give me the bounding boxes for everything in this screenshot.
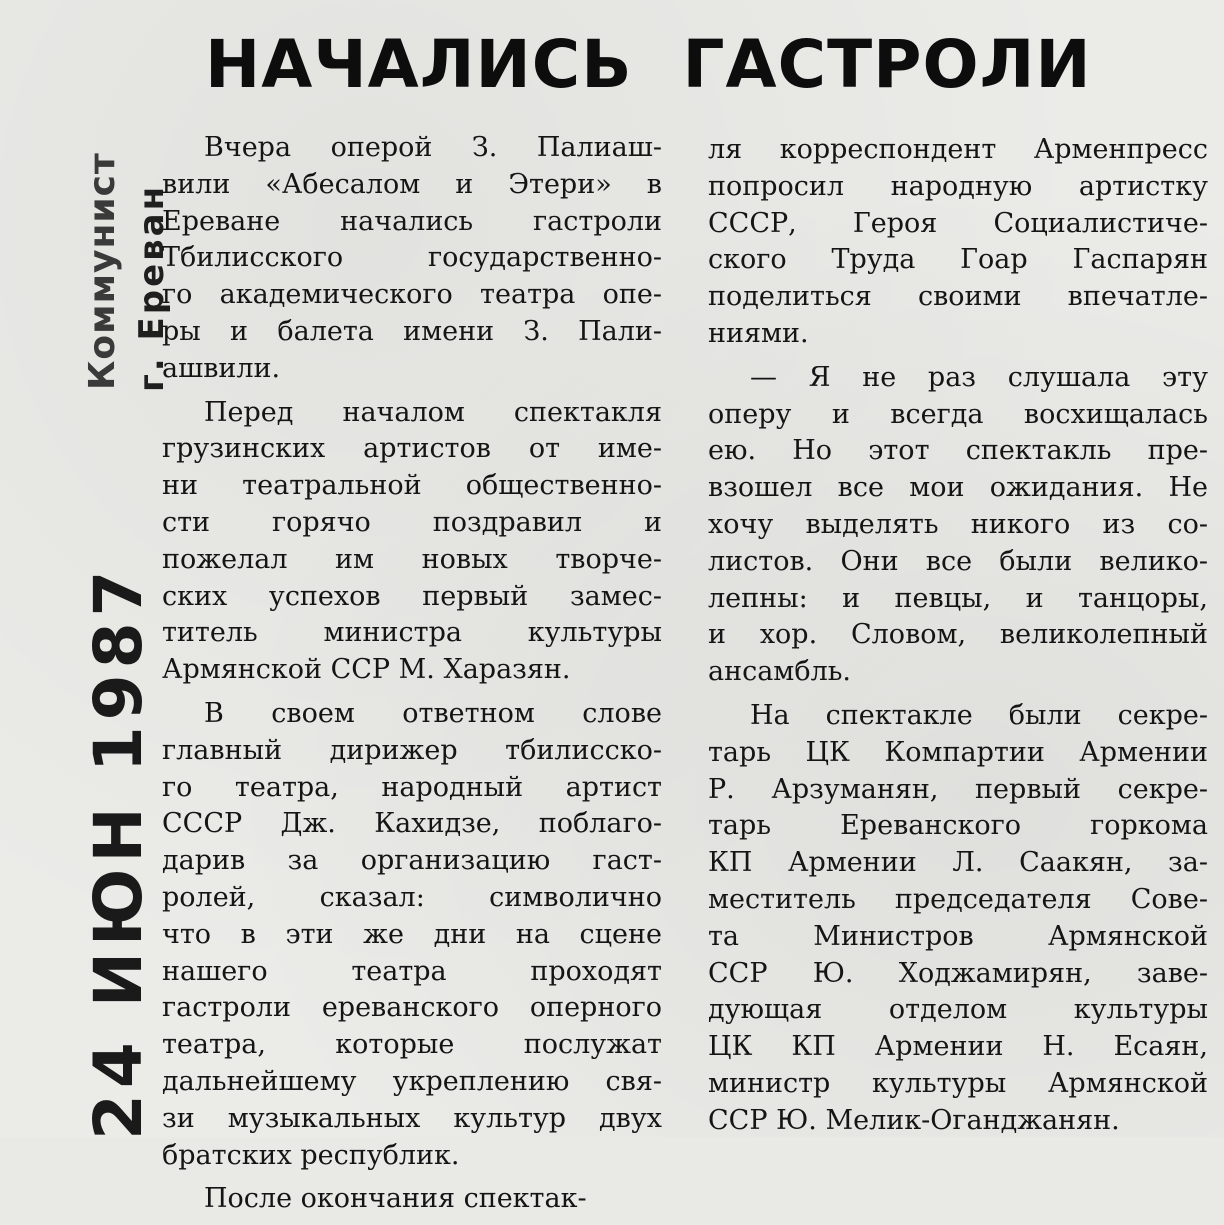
text-line: ры и балета имени З. Пали- <box>162 315 662 347</box>
text-line: что в эти же дни на сцене <box>162 918 662 950</box>
text-line: поделиться своими впечатле- <box>708 281 1208 313</box>
text-line: нашего театра проходят <box>162 955 662 987</box>
text-line: лепны: и певцы, и танцоры, <box>708 582 1208 614</box>
text-line: Ереване начались гастроли <box>162 205 662 237</box>
text-line: вили «Абесалом и Этери» в <box>162 168 662 200</box>
text-line: ССР Ю. Ходжамирян, заве- <box>708 957 1208 989</box>
text-line: дальнейшему укреплению свя- <box>162 1065 662 1097</box>
text-line: ССР Ю. Мелик-Оганджанян. <box>708 1104 1120 1136</box>
text-line: ЦК КП Армении Н. Есаян, <box>708 1031 1208 1063</box>
article-column-left <box>162 130 662 1225</box>
text-line: попросил народную артистку <box>708 170 1208 202</box>
text-line: главный дирижер тбилисско- <box>162 734 662 766</box>
text-line: Перед началом спектакля <box>204 396 662 428</box>
text-line: зи музыкальных культур двух <box>162 1102 662 1134</box>
text-line: ля корреспондент Арменпресс <box>708 134 1208 165</box>
paragraph <box>708 360 1208 691</box>
text-line: Р. Арзуманян, первый секре- <box>708 773 1208 805</box>
text-line: Вчера оперой З. Палиаш- <box>204 132 662 163</box>
text-line: Армянской ССР М. Харазян. <box>162 654 571 686</box>
text-line: го театра, народный артист <box>162 771 662 803</box>
text-line: пожелал им новых творче- <box>162 543 662 575</box>
text-line: тарь ЦК Компартии Армении <box>708 736 1208 768</box>
text-line: СССР Дж. Кахидзе, поблаго- <box>162 808 662 840</box>
stamp-city: г. Ереван <box>132 183 172 392</box>
stamp-date: 24 ИЮН 1987 <box>80 564 157 1140</box>
text-line: ниями. <box>708 317 809 349</box>
text-line: гастроли ереванского оперного <box>162 992 662 1024</box>
text-line: ашвили. <box>162 352 281 384</box>
stamp-newspaper-name: Коммунист <box>82 152 123 390</box>
text-line: сти горячо поздравил и <box>162 506 662 538</box>
text-line: дующая отделом культуры <box>708 994 1208 1026</box>
text-line: — Я не раз слушала эту <box>750 361 1208 393</box>
text-line: го академического театра опе- <box>162 279 662 311</box>
text-line: титель министра культуры <box>162 617 662 649</box>
text-line: После окончания спектак- <box>204 1183 587 1215</box>
paragraph <box>162 1181 662 1218</box>
article-headline: НАЧАЛИСЬ ГАСТРОЛИ <box>205 26 1092 103</box>
text-line: КП Армении Л. Саакян, за- <box>708 847 1208 879</box>
text-line: В своем ответном слове <box>204 697 662 729</box>
paragraph <box>162 696 662 1174</box>
paragraph <box>708 132 1208 353</box>
paragraph <box>708 698 1208 1140</box>
text-line: оперу и всегда восхищалась <box>708 398 1208 430</box>
paragraph <box>162 130 662 388</box>
text-line: Тбилисского государственно- <box>162 242 662 274</box>
date-stamp <box>20 100 172 1140</box>
text-line: хочу выделять никого из со- <box>708 508 1208 540</box>
text-line: ею. Но этот спектакль пре- <box>708 435 1208 467</box>
text-line: ского Труда Гоар Гаспарян <box>708 244 1208 276</box>
text-line: меститель председателя Сове- <box>708 883 1208 915</box>
text-line: та Министров Армянской <box>708 920 1208 952</box>
text-line: листов. Они все были велико- <box>708 545 1208 577</box>
text-line: На спектакле были секре- <box>750 699 1208 731</box>
text-line: СССР, Героя Социалистиче- <box>708 207 1208 239</box>
text-line: грузинских артистов от име- <box>162 433 662 465</box>
article-column-right <box>708 132 1208 1147</box>
text-line: братских республик. <box>162 1139 460 1171</box>
text-line: и хор. Словом, великолепный <box>708 619 1208 651</box>
text-line: ни театральной общественно- <box>162 470 662 502</box>
text-line: ансамбль. <box>708 656 852 688</box>
text-line: ролей, сказал: символично <box>162 881 662 913</box>
text-line: взошел все мои ожидания. Не <box>708 472 1208 504</box>
text-line: министр культуры Армянской <box>708 1067 1208 1099</box>
text-line: тарь Ереванского горкома <box>708 810 1208 842</box>
text-line: дарив за организацию гаст- <box>162 845 662 877</box>
paragraph <box>162 395 662 689</box>
text-line: ских успехов первый замес- <box>162 580 662 612</box>
text-line: театра, которые послужат <box>162 1029 662 1061</box>
